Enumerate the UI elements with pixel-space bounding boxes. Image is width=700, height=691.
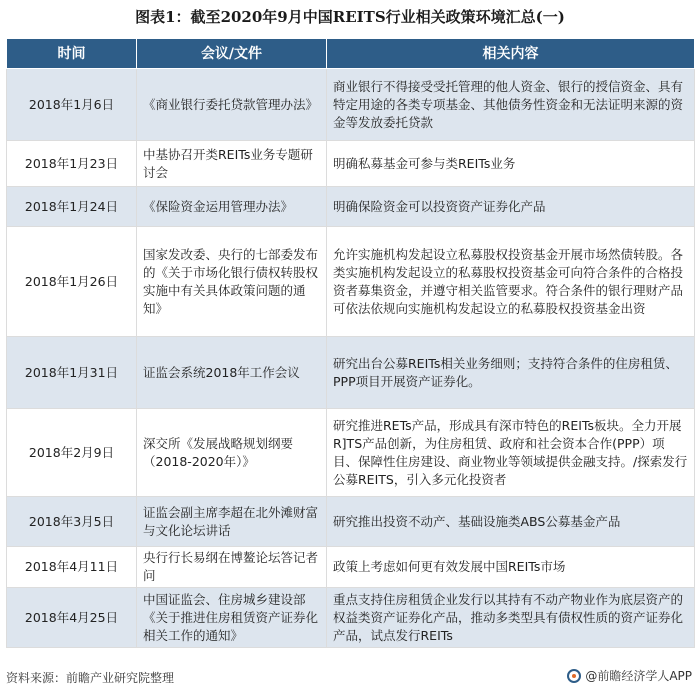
cell-content: 商业银行不得接受受托管理的他人资金、银行的授信资金、具有特定用途的各类专项基金、其他债务性资金和无法证明来源的资金等发放委托贷款 bbox=[327, 69, 695, 141]
cell-time: 2018年1月23日 bbox=[7, 141, 137, 187]
cell-time: 2018年1月31日 bbox=[7, 337, 137, 409]
cell-time: 2018年1月6日 bbox=[7, 69, 137, 141]
brand-text: @前瞻经济学人APP bbox=[585, 669, 692, 683]
source-note: 资料来源：前瞻产业研究院整理 bbox=[6, 671, 175, 685]
cell-content: 研究推出投资不动产、基础设施类ABS公募基金产品 bbox=[327, 497, 695, 547]
table-row bbox=[7, 497, 695, 547]
cell-content: 允许实施机构发起设立私募股权投资基金开展市场然债转股。各类实施机构发起设立的私募股权投资基金可向符合条件的合格投资者募集资金，并遵守相关监管要求。符合条件的银行理财产品可依法依规向实施机构发起设立的私募股权投资基金出资 bbox=[327, 227, 695, 337]
table-row bbox=[7, 409, 695, 497]
cell-doc: 国家发改委、央行的七部委发布的《关于市场化银行债权转股权实施中有关具体政策问题的通知》 bbox=[137, 227, 327, 337]
table-row bbox=[7, 547, 695, 588]
cell-content: 政策上考虑如何更有效发展中国REITs市场 bbox=[327, 547, 695, 588]
cell-time: 2018年1月24日 bbox=[7, 187, 137, 227]
table-row bbox=[7, 69, 695, 141]
table-header-row bbox=[7, 39, 695, 69]
cell-content: 明确私募基金可参与类REITs业务 bbox=[327, 141, 695, 187]
header-content: 相关内容 bbox=[327, 39, 695, 69]
cell-time: 2018年3月5日 bbox=[7, 497, 137, 547]
chart-title: 图表1：截至2020年9月中国REITS行业相关政策环境汇总(一) bbox=[135, 8, 565, 26]
cell-time: 2018年2月9日 bbox=[7, 409, 137, 497]
table-row bbox=[7, 227, 695, 337]
policy-table bbox=[6, 38, 695, 648]
cell-doc: 《商业银行委托贷款管理办法》 bbox=[137, 69, 327, 141]
table-row bbox=[7, 187, 695, 227]
cell-doc: 深交所《发展战略规划纲要（2018-2020年）》 bbox=[137, 409, 327, 497]
header-time: 时间 bbox=[7, 39, 137, 69]
cell-content: 明确保险资金可以投资资产证券化产品 bbox=[327, 187, 695, 227]
cell-doc: 证监会系统2018年工作会议 bbox=[137, 337, 327, 409]
brand-credit bbox=[567, 667, 692, 684]
cell-time: 2018年4月11日 bbox=[7, 547, 137, 588]
cell-content: 研究推进RETs产品，形成具有深市特色的REITs板块。全力开展R]TS产品创新，为住房租赁、政府和社会资本合作(PPP）项目、保障性住房建设、商业物业等领域提供金融支持。/探索发行公募REITS，引入多元化投资者 bbox=[327, 409, 695, 497]
cell-time: 2018年1月26日 bbox=[7, 227, 137, 337]
cell-doc: 《保险资金运用管理办法》 bbox=[137, 187, 327, 227]
table-row bbox=[7, 337, 695, 409]
cell-doc: 央行行长易纲在博鳌论坛答记者问 bbox=[137, 547, 327, 588]
cell-doc: 中国证监会、住房城乡建设部《关于推进住房租赁资产证券化相关工作的通知》 bbox=[137, 588, 327, 648]
header-doc: 会议/文件 bbox=[137, 39, 327, 69]
cell-content: 研究出台公募REITs相关业务细则；支持符合条件的住房租赁、PPP项目开展资产证券化。 bbox=[327, 337, 695, 409]
table-row bbox=[7, 588, 695, 648]
table-row bbox=[7, 141, 695, 187]
cell-doc: 证监会副主席李超在北外滩财富与文化论坛讲话 bbox=[137, 497, 327, 547]
cell-doc: 中基协召开类REITs业务专题研讨会 bbox=[137, 141, 327, 187]
brand-logo-icon bbox=[567, 669, 581, 683]
cell-content: 重点支持住房租赁企业发行以其持有不动产物业作为底层资产的权益类资产证券化产品，推动多类型具有债权性质的资产证券化产品，试点发行REITs bbox=[327, 588, 695, 648]
cell-time: 2018年4月25日 bbox=[7, 588, 137, 648]
